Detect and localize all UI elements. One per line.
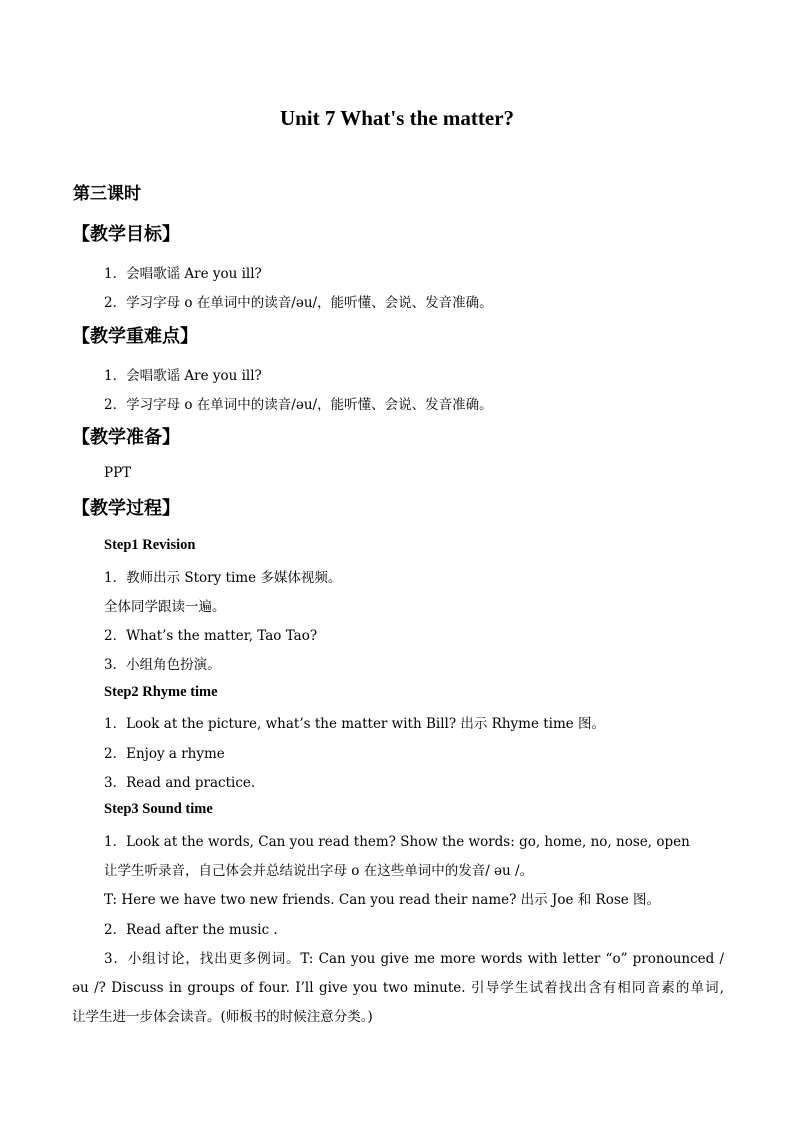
step3-line-6: əu /? Discuss in groups of four. I’ll give you two minute. 引导学生试着找出含有相同音素的单词, bbox=[72, 980, 724, 996]
preparation-text: PPT bbox=[104, 465, 132, 481]
step3-line-1: 1．Look at the words, Can you read them? Show the words: go, home, no, nose, open bbox=[104, 834, 690, 850]
step3-line-2: 让学生听录音，自己体会并总结说出字母 o 在这些单词中的发音/ əu /。 bbox=[104, 863, 534, 879]
document-title: Unit 7 What's the matter? bbox=[279, 106, 515, 130]
step2-title: Step2 Rhyme time bbox=[104, 684, 218, 700]
process-heading: 【教学过程】 bbox=[72, 498, 180, 519]
step1-title: Step1 Revision bbox=[104, 537, 196, 553]
key-point-item-2: 2．学习字母 o 在单词中的读音/əu/，能听懂、会说、发音准确。 bbox=[104, 397, 493, 413]
step2-line-2: 2．Enjoy a rhyme bbox=[104, 746, 225, 762]
objective-item-2: 2．学习字母 o 在单词中的读音/əu/，能听懂、会说、发音准确。 bbox=[104, 295, 493, 311]
preparation-heading: 【教学准备】 bbox=[72, 427, 180, 448]
step2-line-1: 1．Look at the picture, what’s the matter with Bill? 出示 Rhyme time 图。 bbox=[104, 716, 606, 732]
step3-line-5: 3．小组讨论，找出更多例词。T: Can you give me more words with letter “o” pronounced / bbox=[104, 951, 724, 967]
step1-line-4: 3．小组角色扮演。 bbox=[104, 657, 221, 673]
key-point-item-1: 1．会唱歌谣 Are you ill? bbox=[104, 368, 262, 384]
step3-title: Step3 Sound time bbox=[104, 801, 213, 817]
step2-line-3: 3．Read and practice. bbox=[104, 775, 256, 791]
objective-item-1: 1．会唱歌谣 Are you ill? bbox=[104, 266, 262, 282]
lesson-label: 第三课时 bbox=[73, 184, 141, 204]
key-points-heading: 【教学重难点】 bbox=[72, 326, 198, 347]
objectives-heading: 【教学目标】 bbox=[72, 224, 180, 245]
step1-line-1: 1．教师出示 Story time 多媒体视频。 bbox=[104, 570, 342, 586]
step1-line-2: 全体同学跟读一遍。 bbox=[104, 599, 226, 615]
step3-line-3: T: Here we have two new friends. Can you read their name? 出示 Joe 和 Rose 图。 bbox=[104, 892, 661, 908]
step3-line-7: 让学生进一步体会读音。(师板书的时候注意分类。) bbox=[72, 1009, 373, 1025]
step1-line-3: 2．What’s the matter, Tao Tao? bbox=[104, 628, 318, 644]
step3-line-4: 2．Read after the music . bbox=[104, 922, 278, 938]
